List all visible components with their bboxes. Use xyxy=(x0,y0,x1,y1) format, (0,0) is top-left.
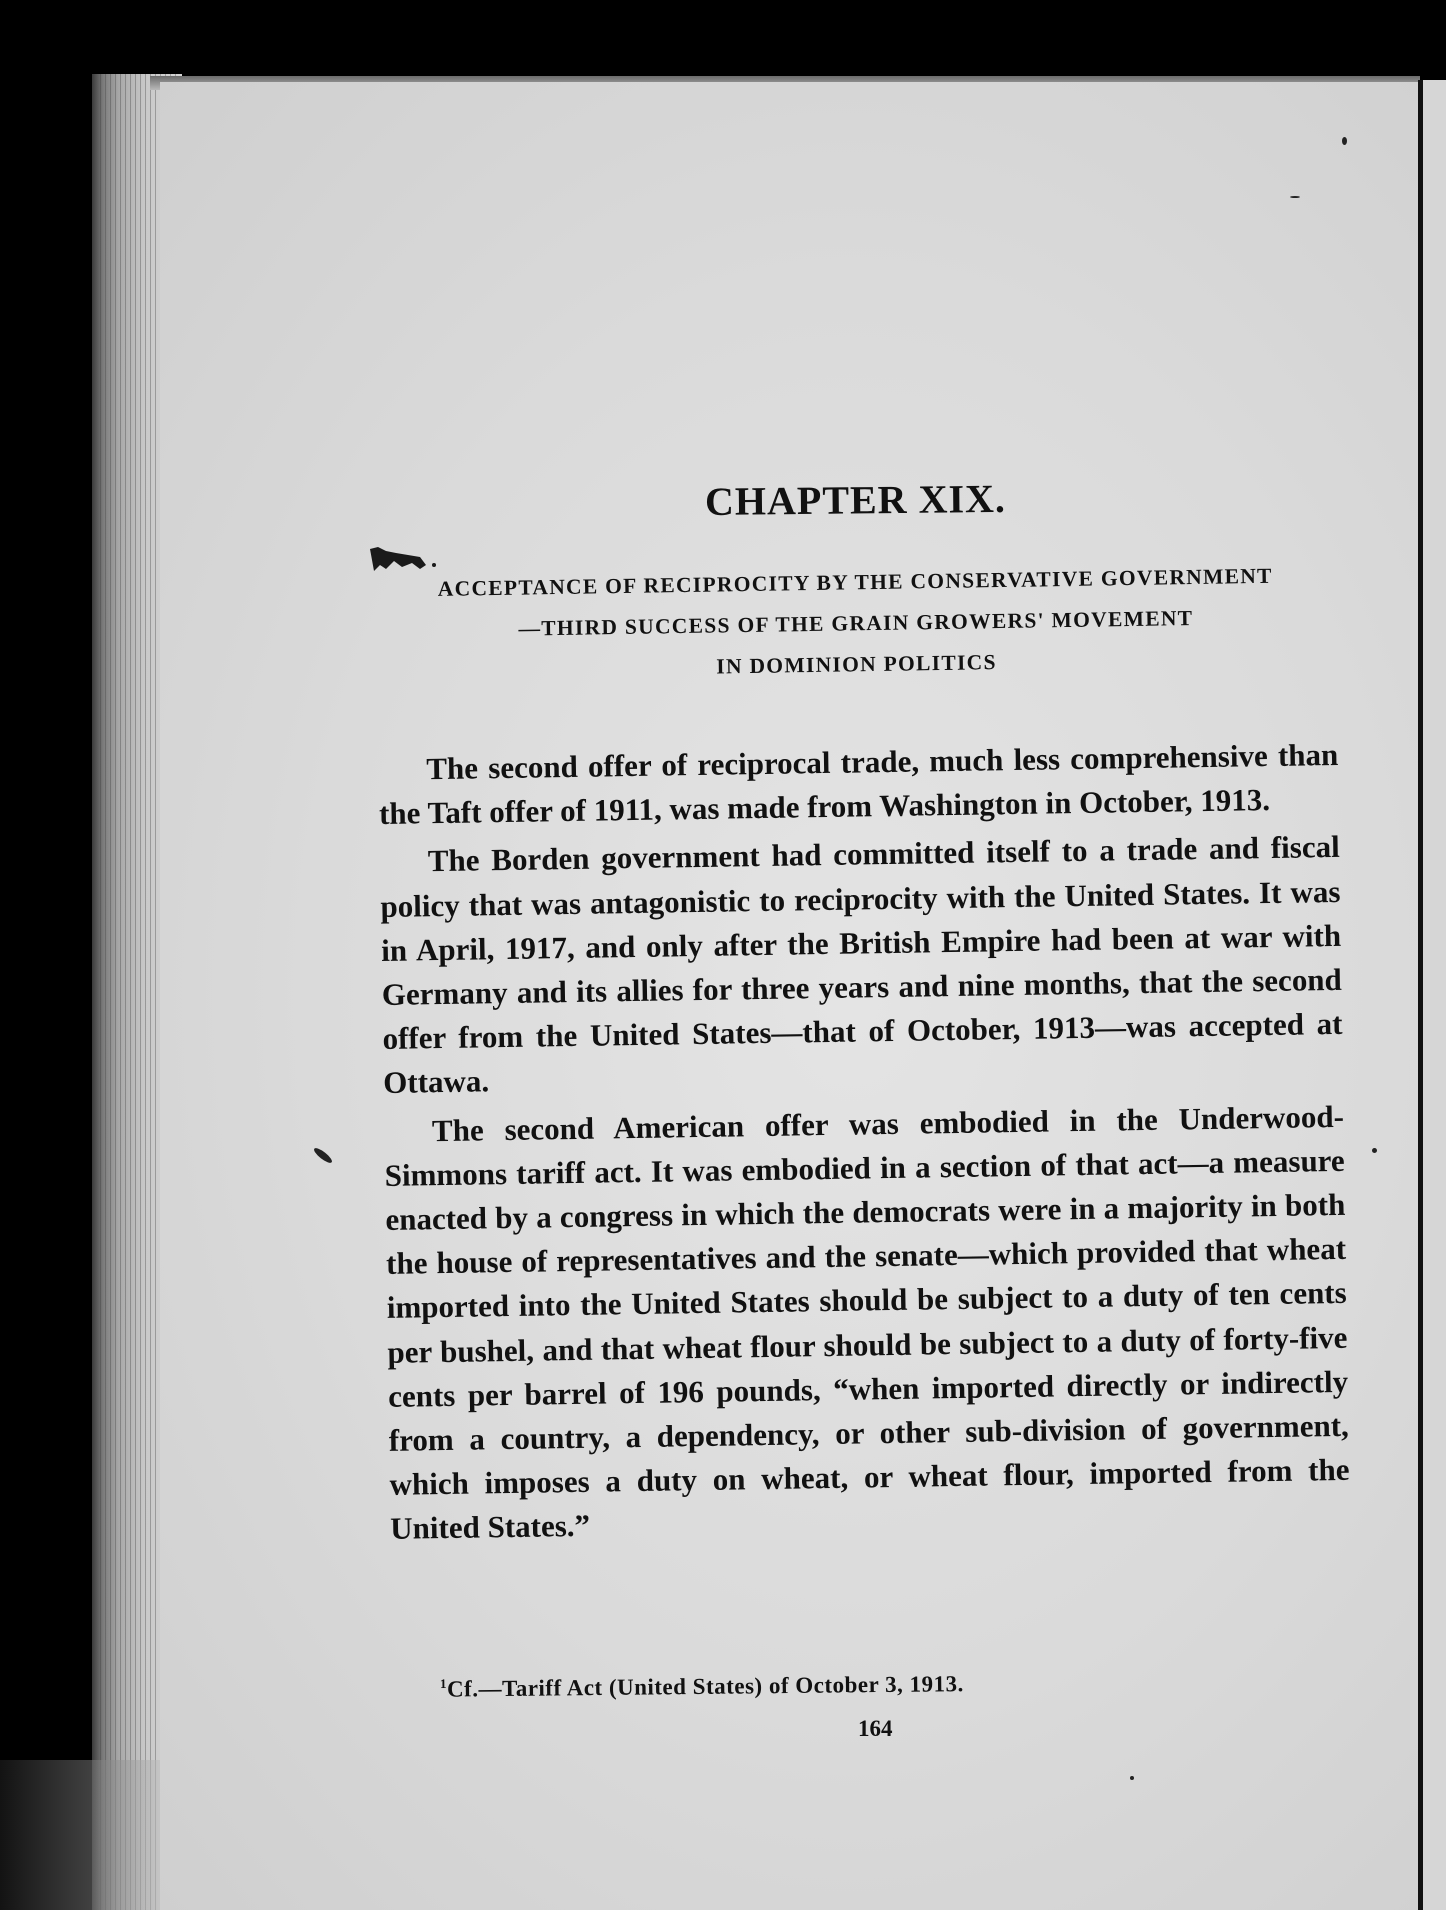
subtitle-line: —THIRD SUCCESS OF THE GRAIN GROWERS' MOVEMENT xyxy=(518,605,1194,641)
footnote xyxy=(440,1671,964,1703)
chapter-title: CHAPTER XIX. xyxy=(704,475,1007,524)
body-text xyxy=(378,733,1351,1556)
scan-speck xyxy=(1290,196,1300,198)
scan-speck xyxy=(1130,1776,1134,1780)
paragraph: The Borden government had committed itself to a trade and fiscal policy that was antagonistic to reciprocity with the United States. It was in April, 1917, and only after the British Empire had been at war with Germany and its allies for three years and nine months, that the second offer from the United States—that of October, 1913—was accepted at Ottawa. xyxy=(380,829,1343,1101)
subtitle-line: IN DOMINION POLITICS xyxy=(716,650,997,679)
footnote-text: Cf.—Tariff Act (United States) of October 3, 1913. xyxy=(446,1671,964,1702)
subtitle-line: ACCEPTANCE OF RECIPROCITY BY THE CONSERVATIVE GOVERNMENT xyxy=(437,563,1273,601)
scan-speck xyxy=(1342,137,1347,145)
scan-speck xyxy=(1372,1148,1377,1153)
bottom-shadow xyxy=(0,1760,160,1910)
footnote-marker: 1 xyxy=(439,1675,448,1691)
chapter-subtitle xyxy=(365,555,1347,693)
paragraph: The second American offer was embodied in the Underwood-Simmons tariff act. It was embodied in a section of that act—a measure enacted by a congress in which the democrats were in a majority in both the house of representatives and the senate—which provided that wheat imported into the United States should be subject to a duty of ten cents per bushel, and that wheat flour should be subject to a duty of forty-five cents per barrel of 196 pounds, “when imported directly or indirectly from a country, a dependency, or other sub-division of government, which imposes a duty on wheat, or wheat flour, imported from the United States.” xyxy=(384,1098,1350,1547)
paragraph: The second offer of reciprocal trade, much less comprehensive than the Taft offer of 1911, was made from Washington in October, 1913. xyxy=(378,736,1339,832)
facing-page-edge xyxy=(1418,80,1446,1910)
page-number: 164 xyxy=(858,1716,893,1741)
